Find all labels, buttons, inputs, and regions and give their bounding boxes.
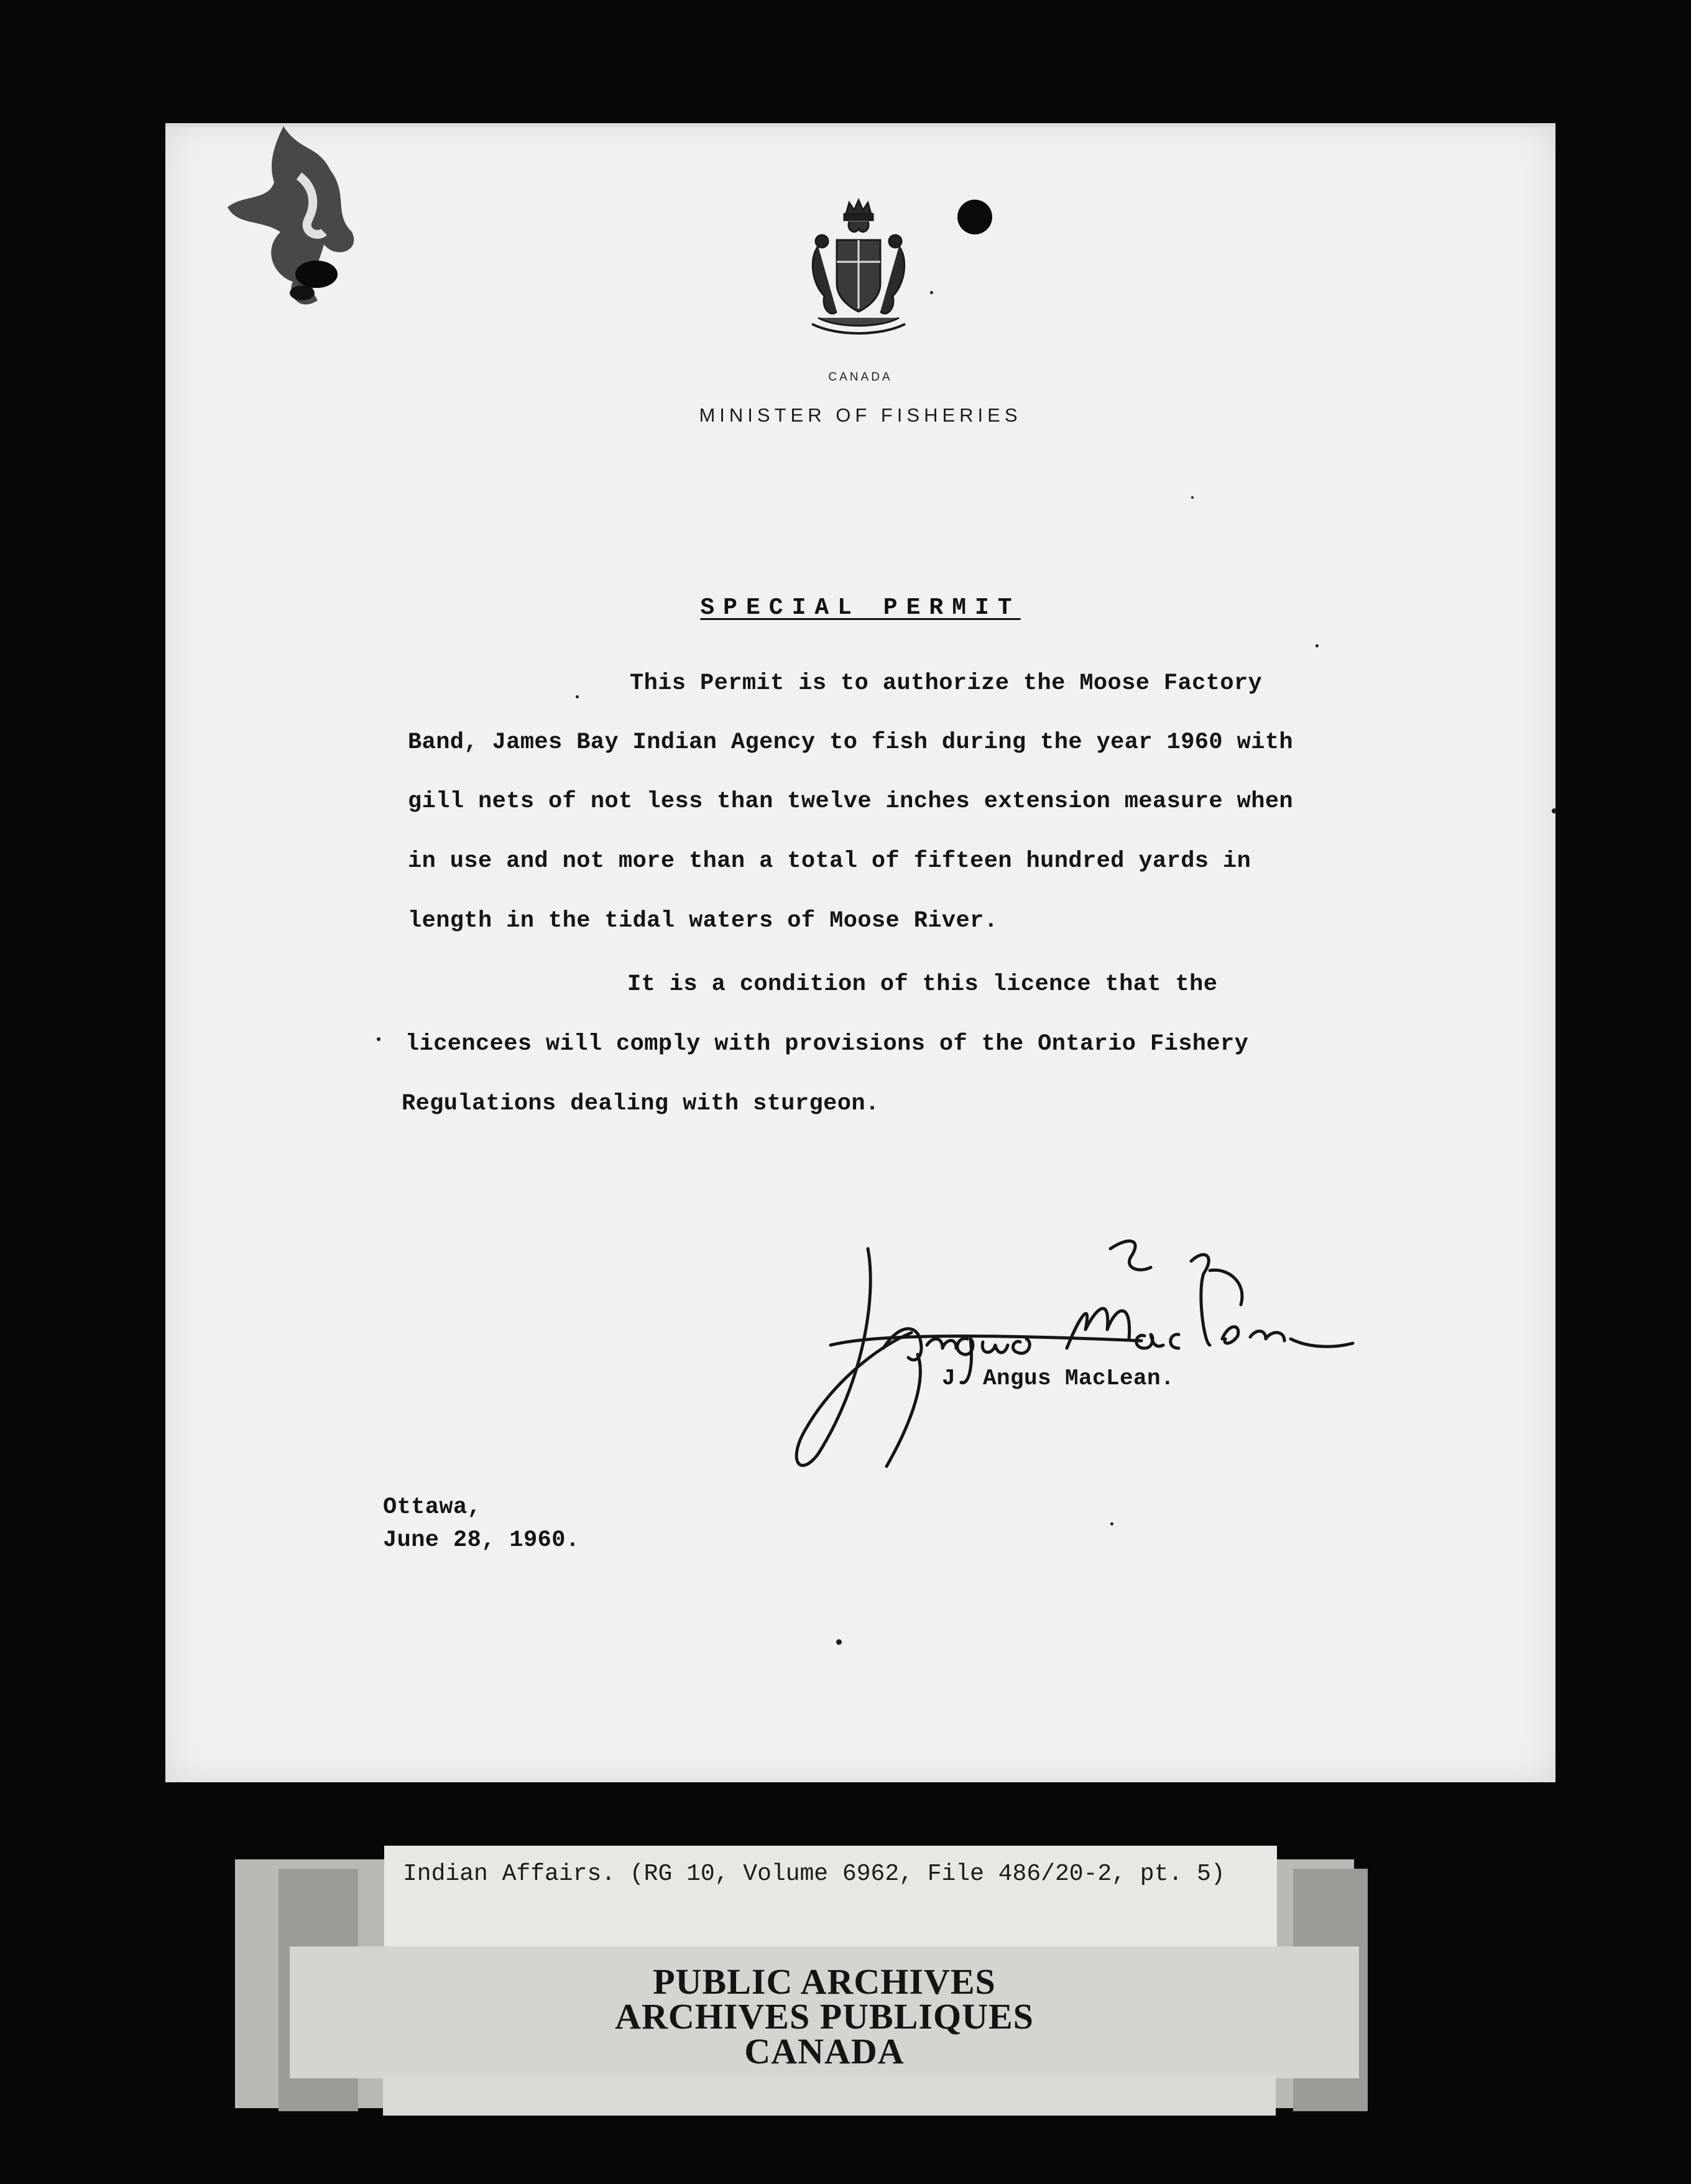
punch-hole xyxy=(957,200,992,234)
paragraph-2-line-2: licencees will comply with provisions of the Ontario Fishery xyxy=(405,1031,1249,1057)
handwritten-signature xyxy=(793,1224,1490,1485)
paper-speck xyxy=(930,291,933,294)
paragraph-1-line-2: Band, James Bay Indian Agency to fish during the year 1960 with xyxy=(408,729,1294,756)
date: June 28, 1960. xyxy=(383,1527,580,1553)
archive-stamp-line-2: ARCHIVES PUBLIQUES xyxy=(615,1996,1034,2037)
archive-label-bottom-strip xyxy=(383,2075,1276,2116)
archive-stamp-line-1: PUBLIC ARCHIVES xyxy=(653,1961,996,2002)
document-title xyxy=(165,595,1555,621)
paragraph-1-line-1: This Permit is to authorize the Moose Factory xyxy=(630,670,1263,696)
paper-top-edge xyxy=(165,123,1555,127)
paragraph-1-line-3: gill nets of not less than twelve inches extension measure when xyxy=(408,789,1294,815)
paragraph-1-line-5: length in the tidal waters of Moose River. xyxy=(408,908,998,934)
paragraph-1-line-4: in use and not more than a total of fifteen hundred yards in xyxy=(408,848,1251,874)
paragraph-2-line-3: Regulations dealing with sturgeon. xyxy=(402,1091,880,1117)
paper-speck xyxy=(377,1037,380,1041)
letterhead-country: CANADA xyxy=(828,371,893,384)
archive-reference-text: Indian Affairs. (RG 10, Volume 6962, File 486/20-2, pt. 5) xyxy=(403,1861,1225,1887)
paper-speck xyxy=(576,695,579,698)
archive-stamp-line-3: CANADA xyxy=(744,2031,905,2071)
document-title-text: SPECIAL PERMIT xyxy=(700,595,1021,621)
place: Ottawa, xyxy=(383,1494,482,1520)
paper-speck xyxy=(836,1639,842,1645)
permit-document xyxy=(165,123,1555,1782)
frame-speck xyxy=(1552,808,1557,813)
paper-damage-mark xyxy=(224,126,367,319)
letterhead-ministry: MINISTER OF FISHERIES xyxy=(699,404,1022,426)
paper-speck xyxy=(1315,644,1319,647)
paragraph-2-line-1: It is a condition of this licence that the xyxy=(627,971,1218,997)
signatory-name: J. Angus MacLean. xyxy=(942,1366,1175,1391)
coat-of-arms-icon xyxy=(799,197,918,346)
paper-speck xyxy=(1110,1522,1113,1525)
paper-speck xyxy=(1191,496,1194,499)
